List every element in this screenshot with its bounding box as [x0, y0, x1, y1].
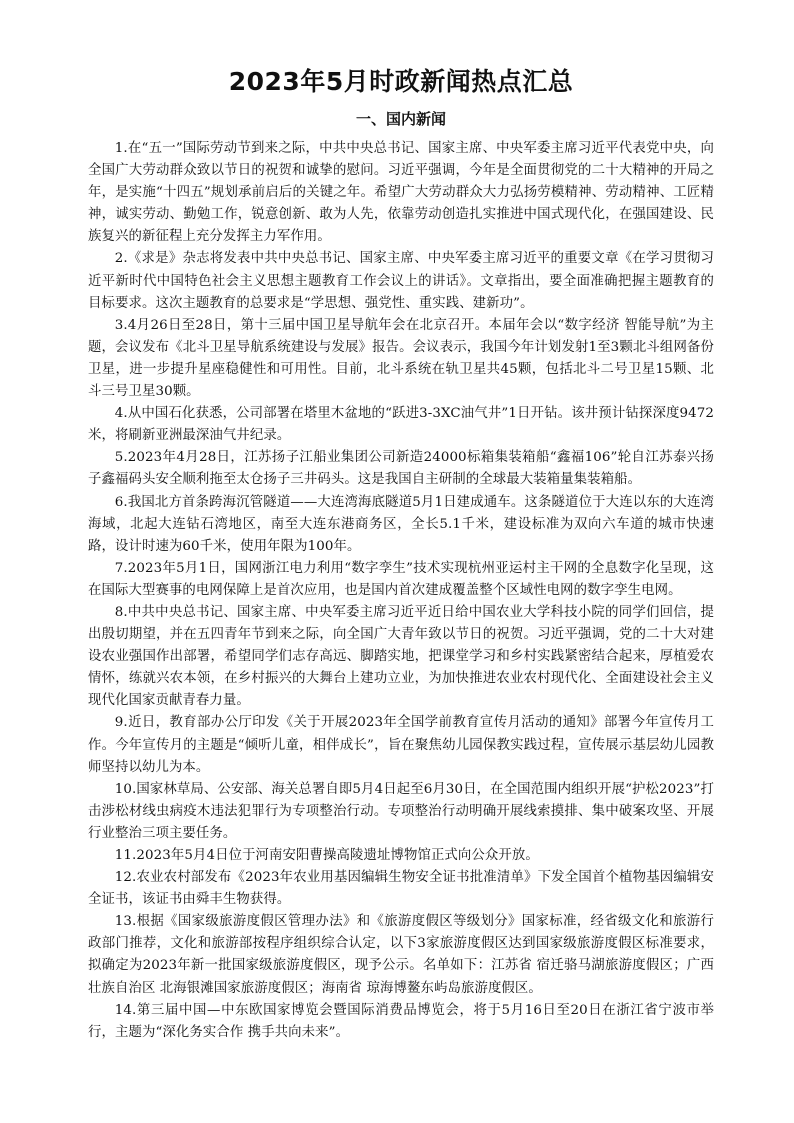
news-item-14: 14.第三届中国—中东欧国家博览会暨国际消费品博览会，将于5月16日至20日在浙江省宁波市举行，主题为“深化务实合作 携手共向未来”。 [88, 1002, 714, 1040]
page-title: 2023年5月时政新闻热点汇总 [228, 67, 574, 96]
news-item-12: 12.农业农村部发布《2023年农业用基因编辑生物安全证书批准清单》下发全国首个植物基因编辑安全证书，该证书由舜丰生物获得。 [88, 870, 714, 908]
news-item-1: 1.在“五一”国际劳动节到来之际，中共中央总书记、国家主席、中央军委主席习近平代表党中央，向全国广大劳动群众致以节日的祝贺和诚挚的慰问。习近平强调，今年是全面贯彻党的二十大精神的开局之年，是实施“十四五”规划承前启后的关键之年。希望广大劳动群众大力弘扬劳模精神、劳动精神、工匠精神，诚实劳动、勤勉工作，锐意创新、敢为人先，依靠劳动创造扎实推进中国式现代化，在强国建设、民族复兴的新征程上充分发挥主力军作用。 [88, 141, 714, 245]
news-item-9: 9.近日，教育部办公厅印发《关于开展2023年全国学前教育宣传月活动的通知》部署今年宣传月工作。今年宣传月的主题是“倾听儿童，相伴成长”，旨在聚焦幼儿园保教实践过程，宣传展示基层幼儿园教师坚持以幼儿为本。 [88, 715, 714, 775]
news-item-10: 10.国家林草局、公安部、海关总署自即5月4日起至6月30日，在全国范围内组织开展“护松2023”打击涉松材线虫病疫木违法犯罪行为专项整治行动。专项整治行动明确开展线索摸排、集中破案攻坚、开展行业整治三项主要任务。 [88, 781, 714, 841]
news-item-13: 13.根据《国家级旅游度假区管理办法》和《旅游度假区等级划分》国家标准，经省级文化和旅游行政部门推荐，文化和旅游部按程序组织综合认定，以下3家旅游度假区达到国家级旅游度假区标准要求，拟确定为2023年新一批国家级旅游度假区，现予公示。名单如下：江苏省 宿迁骆马湖旅游度假区；广西壮族自治区 北海银滩国家旅游度假区；海南省 琼海博鳌东屿岛旅游度假区。 [88, 914, 714, 996]
news-list [88, 138, 714, 1044]
section-title: 一、国内新闻 [355, 110, 446, 128]
news-item-6: 6.我国北方首条跨海沉管隧道——大连湾海底隧道5月1日建成通车。这条隧道位于大连以东的大连湾海域，北起大连钻石湾地区，南至大连东港商务区，全长5.1千米，建设标准为双向六车道的城市快速路，设计时速为60千米，使用年限为100年。 [88, 494, 714, 554]
news-item-11: 11.2023年5月4日位于河南安阳曹操高陵遗址博物馆正式向公众开放。 [114, 848, 539, 863]
news-item-5: 5.2023年4月28日，江苏扬子江船业集团公司新造24000标箱集装箱船“鑫福106”轮自江苏泰兴扬子鑫福码头安全顺利拖至太仓扬子三井码头。这是我国自主研制的全球最大装箱量集装箱船。 [88, 450, 714, 488]
news-item-4: 4.从中国石化获悉，公司部署在塔里木盆地的“跃进3-3XC油气井”1日开钻。该井预计钻探深度9472米，将刷新亚洲最深油气井纪录。 [88, 406, 714, 444]
news-item-3: 3.4月26日至28日，第十三届中国卫星导航年会在北京召开。本届年会以“数字经济 智能导航”为主题，会议发布《北斗卫星导航系统建设与发展》报告。会议表示，我国今年计划发射1至3颗北斗组网备份卫星，进一步提升星座稳健性和可用性。目前，北斗系统在轨卫星共45颗，包括北斗二号卫星15颗、北斗三号卫星30颗。 [88, 317, 714, 400]
news-item-2: 2.《求是》杂志将发表中共中央总书记、国家主席、中央军委主席习近平的重要文章《在学习贯彻习近平新时代中国特色社会主义思想主题教育工作会议上的讲话》。文章指出，要全面准确把握主题教育的目标要求。这次主题教育的总要求是“学思想、强党性、重实践、建新功”。 [88, 251, 714, 311]
news-item-8: 8.中共中央总书记、国家主席、中央军委主席习近平近日给中国农业大学科技小院的同学们回信，提出殷切期望，并在五四青年节到来之际，向全国广大青年致以节日的祝贺。习近平强调，党的二十大对建设农业强国作出部署，希望同学们志存高远、脚踏实地，把课堂学习和乡村实践紧密结合起来，厚植爱农情怀，练就兴农本领，在乡村振兴的大舞台上建功立业，为加快推进农业农村现代化、全面建设社会主义现代化国家贡献青春力量。 [88, 604, 714, 709]
news-item-7: 7.2023年5月1日，国网浙江电力利用“数字孪生”技术实现杭州亚运村主干网的全息数字化呈现，这在国际大型赛事的电网保障上是首次应用，也是国内首次建成覆盖整个区域性电网的数字孪生电网。 [88, 560, 714, 598]
